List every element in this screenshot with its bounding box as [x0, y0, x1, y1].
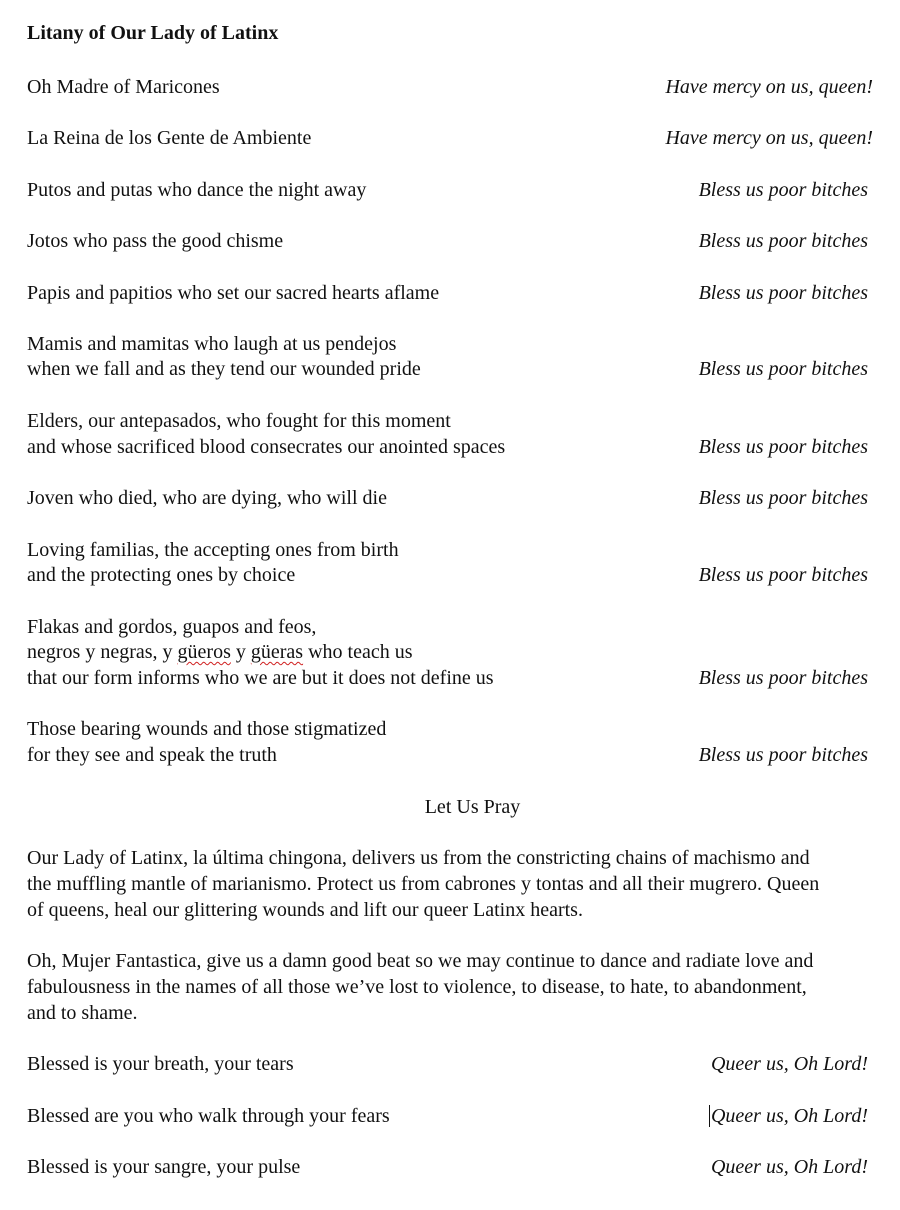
litany-response: Bless us poor bitches — [698, 230, 868, 252]
litany-line: that our form informs who we are but it does not define us — [27, 667, 494, 689]
litany-response: Bless us poor bitches — [698, 487, 868, 509]
paragraph-line: and to shame. — [27, 1002, 138, 1024]
paragraph-line: the muffling mantle of marianismo. Protect us from cabrones y tontas and all their mugrero. Queen — [27, 873, 820, 895]
paragraph-line: Our Lady of Latinx, la última chingona, delivers us from the constricting chains of machismo and — [27, 847, 810, 869]
litany-line: Papis and papitios who set our sacred hearts aflame — [27, 282, 440, 304]
line-segment: who teach us — [303, 641, 413, 663]
paragraph-line: of queens, heal our glittering wounds and lift our queer Latinx hearts. — [27, 899, 583, 921]
litany-line: Joven who died, who are dying, who will die — [27, 487, 387, 509]
litany-line: Those bearing wounds and those stigmatized — [27, 718, 387, 740]
paragraph-line: Oh, Mujer Fantastica, give us a damn good beat so we may continue to dance and radiate love and — [27, 950, 814, 972]
litany-line: and the protecting ones by choice — [27, 564, 296, 586]
litany-line — [27, 639, 412, 665]
blessing-line: Blessed are you who walk through your fears — [27, 1105, 390, 1127]
prayer-paragraph — [27, 948, 900, 1026]
litany-line: Oh Madre of Maricones — [27, 76, 220, 98]
blessing-response-text: Queer us, Oh Lord! — [710, 1105, 868, 1127]
blessing-response: Queer us, Oh Lord! — [710, 1156, 868, 1178]
text-cursor — [709, 1105, 710, 1127]
litany-line: Jotos who pass the good chisme — [27, 230, 284, 252]
line-segment: negros y negras, y — [27, 641, 178, 663]
litany-response: Bless us poor bitches — [698, 564, 868, 586]
line-segment: y — [230, 641, 251, 663]
litany-response: Bless us poor bitches — [698, 358, 868, 380]
litany-response: Have mercy on us, queen! — [665, 127, 873, 149]
paragraph-line: fabulousness in the names of all those we’ve lost to violence, to disease, to hate, to abandonment, — [27, 976, 807, 998]
litany-line: Elders, our antepasados, who fought for this moment — [27, 410, 451, 432]
prayer-heading: Let Us Pray — [424, 796, 521, 818]
litany-response: Bless us poor bitches — [698, 744, 868, 766]
litany-response: Bless us poor bitches — [698, 436, 868, 458]
blessing-line: Blessed is your breath, your tears — [27, 1053, 294, 1075]
litany-line: and whose sacrificed blood consecrates our anointed spaces — [27, 436, 506, 458]
litany-line: Flakas and gordos, guapos and feos, — [27, 616, 317, 638]
litany-line: for they see and speak the truth — [27, 744, 277, 766]
litany-line: Mamis and mamitas who laugh at us pendejos — [27, 333, 397, 355]
prayer-paragraph — [27, 845, 900, 923]
litany-line: when we fall and as they tend our wounded pride — [27, 358, 421, 380]
litany-line: La Reina de los Gente de Ambiente — [27, 127, 312, 149]
litany-response: Bless us poor bitches — [698, 282, 868, 304]
document-title: Litany of Our Lady of Latinx — [27, 22, 279, 44]
blessing-response[interactable] — [709, 1103, 868, 1129]
litany-response: Bless us poor bitches — [698, 179, 868, 201]
blessing-line: Blessed is your sangre, your pulse — [27, 1156, 301, 1178]
misspelled-word: güeras — [250, 641, 304, 663]
blessing-response: Queer us, Oh Lord! — [710, 1053, 868, 1075]
misspelled-word: güeros — [177, 641, 231, 663]
litany-response: Bless us poor bitches — [698, 667, 868, 689]
litany-response: Have mercy on us, queen! — [665, 76, 873, 98]
litany-line: Loving familias, the accepting ones from birth — [27, 539, 399, 561]
litany-line: Putos and putas who dance the night away — [27, 179, 367, 201]
